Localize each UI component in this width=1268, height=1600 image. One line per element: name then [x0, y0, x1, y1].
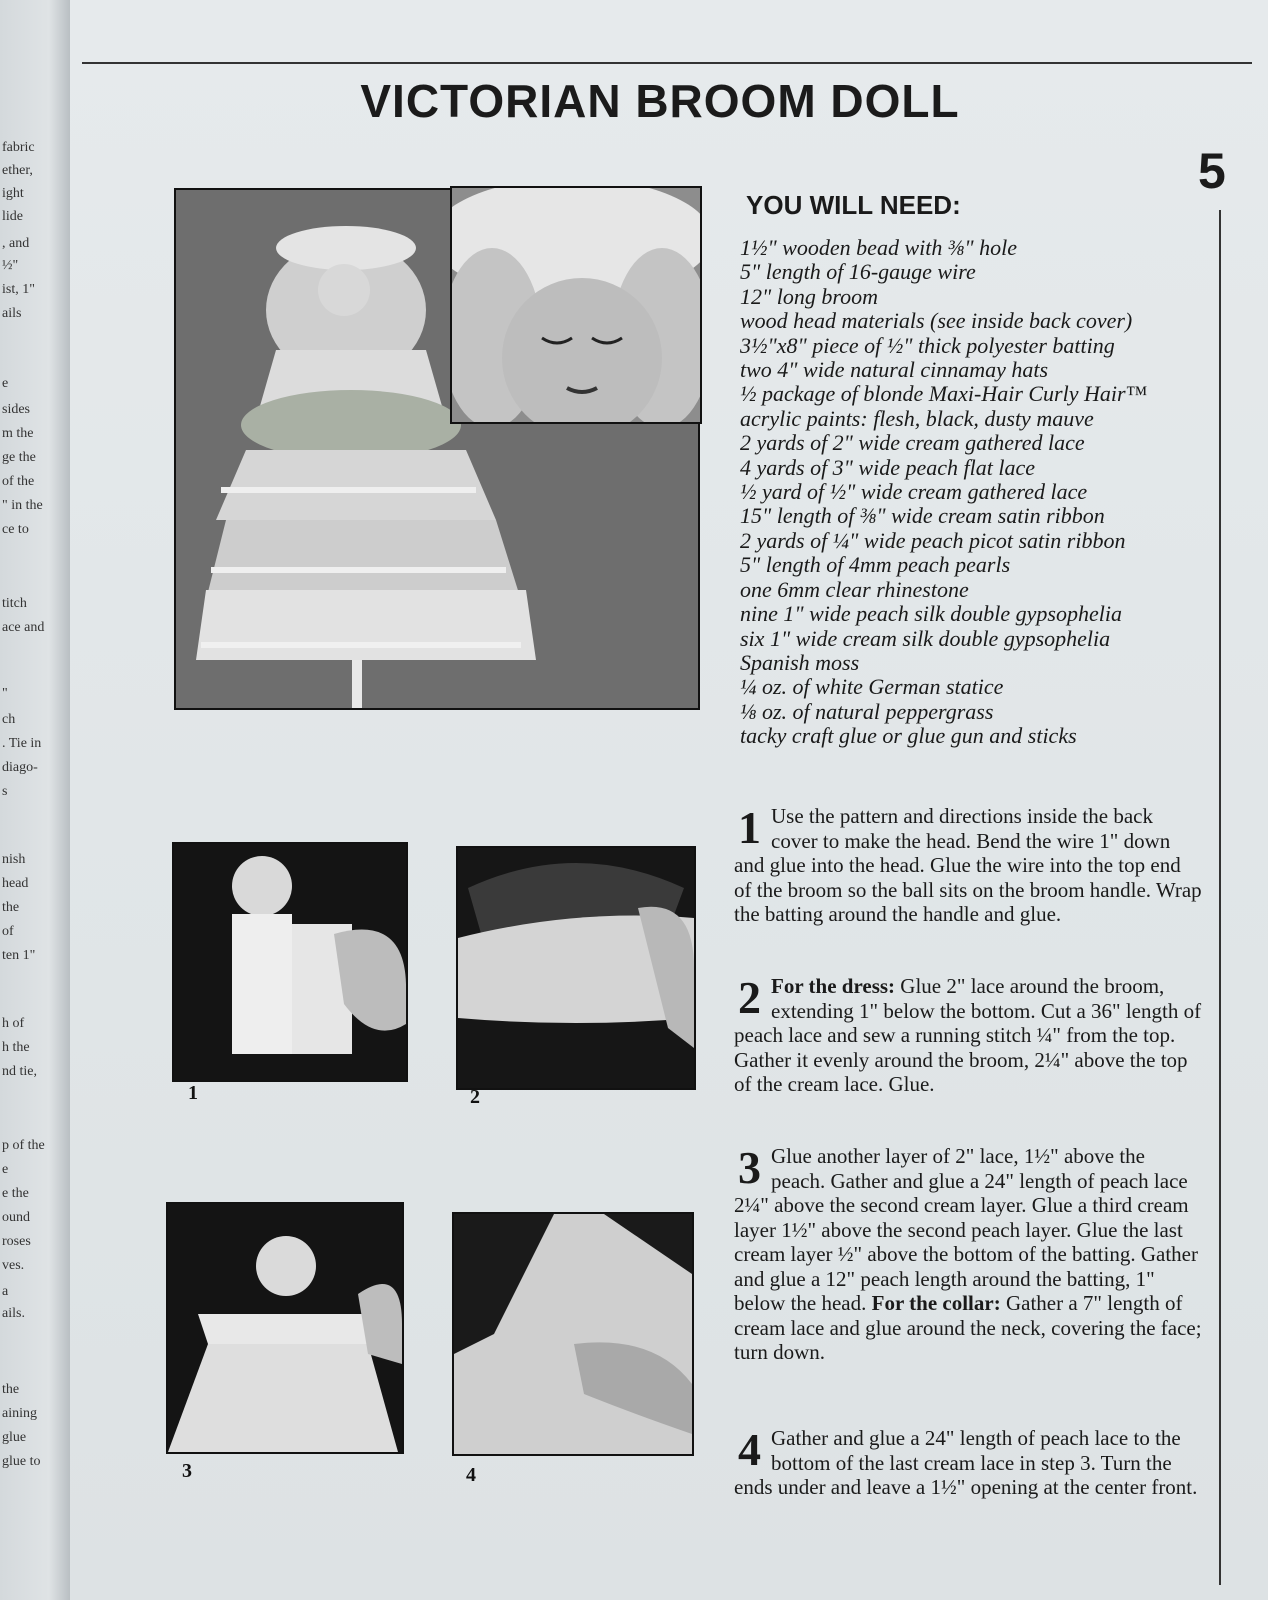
previous-page-text-fragment: ist, 1": [2, 282, 35, 297]
previous-page-text-fragment: e: [2, 376, 9, 391]
step-lead: For the collar:: [871, 1291, 1001, 1315]
previous-page-text-fragment: head: [2, 876, 29, 891]
supply-item: 1½" wooden bead with ⅜" hole: [740, 235, 1017, 260]
supply-item: one 6mm clear rhinestone: [740, 576, 969, 602]
supplies-heading: YOU WILL NEED:: [746, 190, 961, 220]
previous-page-text-fragment: ": [2, 686, 8, 701]
photo-caption-4: 4: [466, 1464, 476, 1486]
supply-item: ¼ oz. of white German statice: [740, 674, 1004, 700]
step-lead: For the dress:: [771, 974, 896, 998]
right-rule: [1219, 210, 1221, 1585]
previous-page-text-fragment: " in the: [2, 498, 43, 513]
supplies-list: [740, 236, 1210, 749]
step-4-photo: [452, 1212, 694, 1456]
previous-page-text-fragment: of the: [2, 474, 35, 489]
previous-page-text-fragment: ves.: [2, 1258, 25, 1273]
step-number: 3: [738, 1142, 761, 1193]
supply-item: 2 yards of 2" wide cream gathered lace: [740, 430, 1085, 456]
supply-item: 4 yards of 3" wide peach flat lace: [740, 454, 1035, 480]
previous-page-text-fragment: ight: [2, 186, 24, 201]
top-rule: [82, 62, 1252, 64]
previous-page-text-fragment: ether,: [2, 163, 33, 178]
previous-page-text-fragment: the: [2, 900, 20, 915]
supply-item: 5" length of 4mm peach pearls: [740, 552, 1011, 578]
supply-item: tacky craft glue or glue gun and sticks: [740, 723, 1077, 749]
supply-item: two 4" wide natural cinnamay hats: [740, 357, 1049, 383]
previous-page-text-fragment: e: [2, 1162, 9, 1177]
supply-item: 3½"x8" piece of ½" thick polyester batting: [740, 332, 1115, 358]
previous-page-text-fragment: . Tie in: [2, 736, 42, 751]
page-number: 5: [1198, 143, 1226, 199]
page-title: VICTORIAN BROOM DOLL: [360, 75, 960, 127]
step-2-photo: [456, 846, 696, 1090]
book-page: [70, 0, 1268, 1600]
supply-item: 12" long broom: [740, 283, 878, 309]
previous-page-text-fragment: glue to: [2, 1454, 41, 1469]
step-number: 2: [738, 972, 761, 1023]
step-number: 1: [738, 802, 761, 853]
previous-page-text-fragment: h the: [2, 1040, 30, 1055]
previous-page-text-fragment: a: [2, 1284, 9, 1299]
supply-item: 15" length of ⅜" wide cream satin ribbon: [740, 503, 1105, 529]
step-4: [734, 1426, 1202, 1500]
previous-page-text-fragment: titch: [2, 596, 27, 611]
previous-page-text-fragment: of: [2, 924, 14, 939]
supply-item: ½ yard of ½" wide cream gathered lace: [740, 479, 1088, 505]
step-1-photo: [172, 842, 408, 1082]
previous-page-text-fragment: ½": [2, 258, 19, 273]
step-text: Gather and glue a 24" length of peach lace to the bottom of the last cream lace in step 3. Turn the ends under and leave a 1½" opening at the center front.: [734, 1426, 1198, 1499]
step-3-photo: [166, 1202, 404, 1454]
previous-page-text-fragment: s: [2, 784, 8, 799]
previous-page-text-fragment: ace and: [2, 620, 45, 635]
previous-page-text-fragment: nish: [2, 852, 26, 867]
step-2: [734, 974, 1202, 1097]
photo-caption-1: 1: [188, 1082, 198, 1104]
step-3: [734, 1144, 1202, 1365]
previous-page-text-fragment: fabric: [2, 140, 35, 155]
previous-page-text-fragment: ge the: [2, 450, 36, 465]
supply-item: wood head materials (see inside back cover): [740, 308, 1133, 334]
previous-page-text-fragment: ten 1": [2, 948, 36, 963]
previous-page-text-fragment: ound: [2, 1210, 30, 1225]
previous-page-edge: [0, 0, 70, 1600]
previous-page-text-fragment: ch: [2, 712, 16, 727]
previous-page-text-fragment: the: [2, 1382, 20, 1397]
supply-item: ⅛ oz. of natural peppergrass: [740, 698, 994, 724]
supply-item: 5" length of 16-gauge wire: [740, 259, 976, 285]
supply-item: six 1" wide cream silk double gypsophelia: [740, 625, 1111, 651]
supply-item: 2 yards of ¼" wide peach picot satin ribbon: [740, 527, 1126, 553]
step-number: 4: [738, 1424, 761, 1475]
previous-page-text-fragment: aining: [2, 1406, 37, 1421]
supply-item: acrylic paints: flesh, black, dusty mauve: [740, 405, 1094, 431]
previous-page-text-fragment: nd tie,: [2, 1064, 37, 1079]
previous-page-text-fragment: lide: [2, 209, 23, 224]
previous-page-text-fragment: glue: [2, 1430, 27, 1445]
previous-page-text-fragment: roses: [2, 1234, 31, 1249]
previous-page-text-fragment: p of the: [2, 1138, 45, 1153]
previous-page-text-fragment: sides: [2, 402, 30, 417]
previous-page-text-fragment: ails.: [2, 1306, 25, 1321]
previous-page-text-fragment: h of: [2, 1016, 25, 1031]
previous-page-text-fragment: m the: [2, 426, 34, 441]
photo-caption-2: 2: [470, 1086, 480, 1108]
previous-page-text-fragment: ce to: [2, 522, 29, 537]
step-text: Use the pattern and directions inside the back cover to make the head. Bend the wire 1" down and glue into the head. Glue the wire into the top end of the broom so the ball sits on the broom handle. Wrap the batting around the handle and glue.: [734, 804, 1202, 926]
step-1: [734, 804, 1202, 927]
previous-page-text-fragment: , and: [2, 236, 30, 251]
supply-item: nine 1" wide peach silk double gypsophelia: [740, 601, 1122, 627]
previous-page-text-fragment: diago-: [2, 760, 38, 775]
doll-face-closeup-photo: [450, 186, 702, 424]
photo-caption-3: 3: [182, 1460, 192, 1482]
supply-item: Spanish moss: [740, 649, 860, 675]
step-text: Glue 2" lace around the broom, extending 1" below the bottom. Cut a 36" length of peach lace and sew a running stitch ¼" from the top. Gather it evenly around the broom, 2¼" above the top of the cream lace. Glue.: [734, 974, 1202, 1096]
step-text-continued: Gather a 7" length of cream lace and glue around the neck, covering the face; turn down.: [734, 1291, 1202, 1364]
supply-item: ½ package of blonde Maxi-Hair Curly Hair™: [740, 381, 1148, 407]
step-text: Glue another layer of 2" lace, 1½" above the peach. Gather and glue a 24" length of peach lace 2¼" above the second cream layer. Glue a third cream layer 1½" above the second peach layer. Glue the last cream layer ½" above the bottom of the batting. Gather and glue a 12" peach length around the batting, 1" below the head.: [734, 1144, 1198, 1315]
previous-page-text-fragment: ails: [2, 306, 22, 321]
previous-page-text-fragment: e the: [2, 1186, 29, 1201]
